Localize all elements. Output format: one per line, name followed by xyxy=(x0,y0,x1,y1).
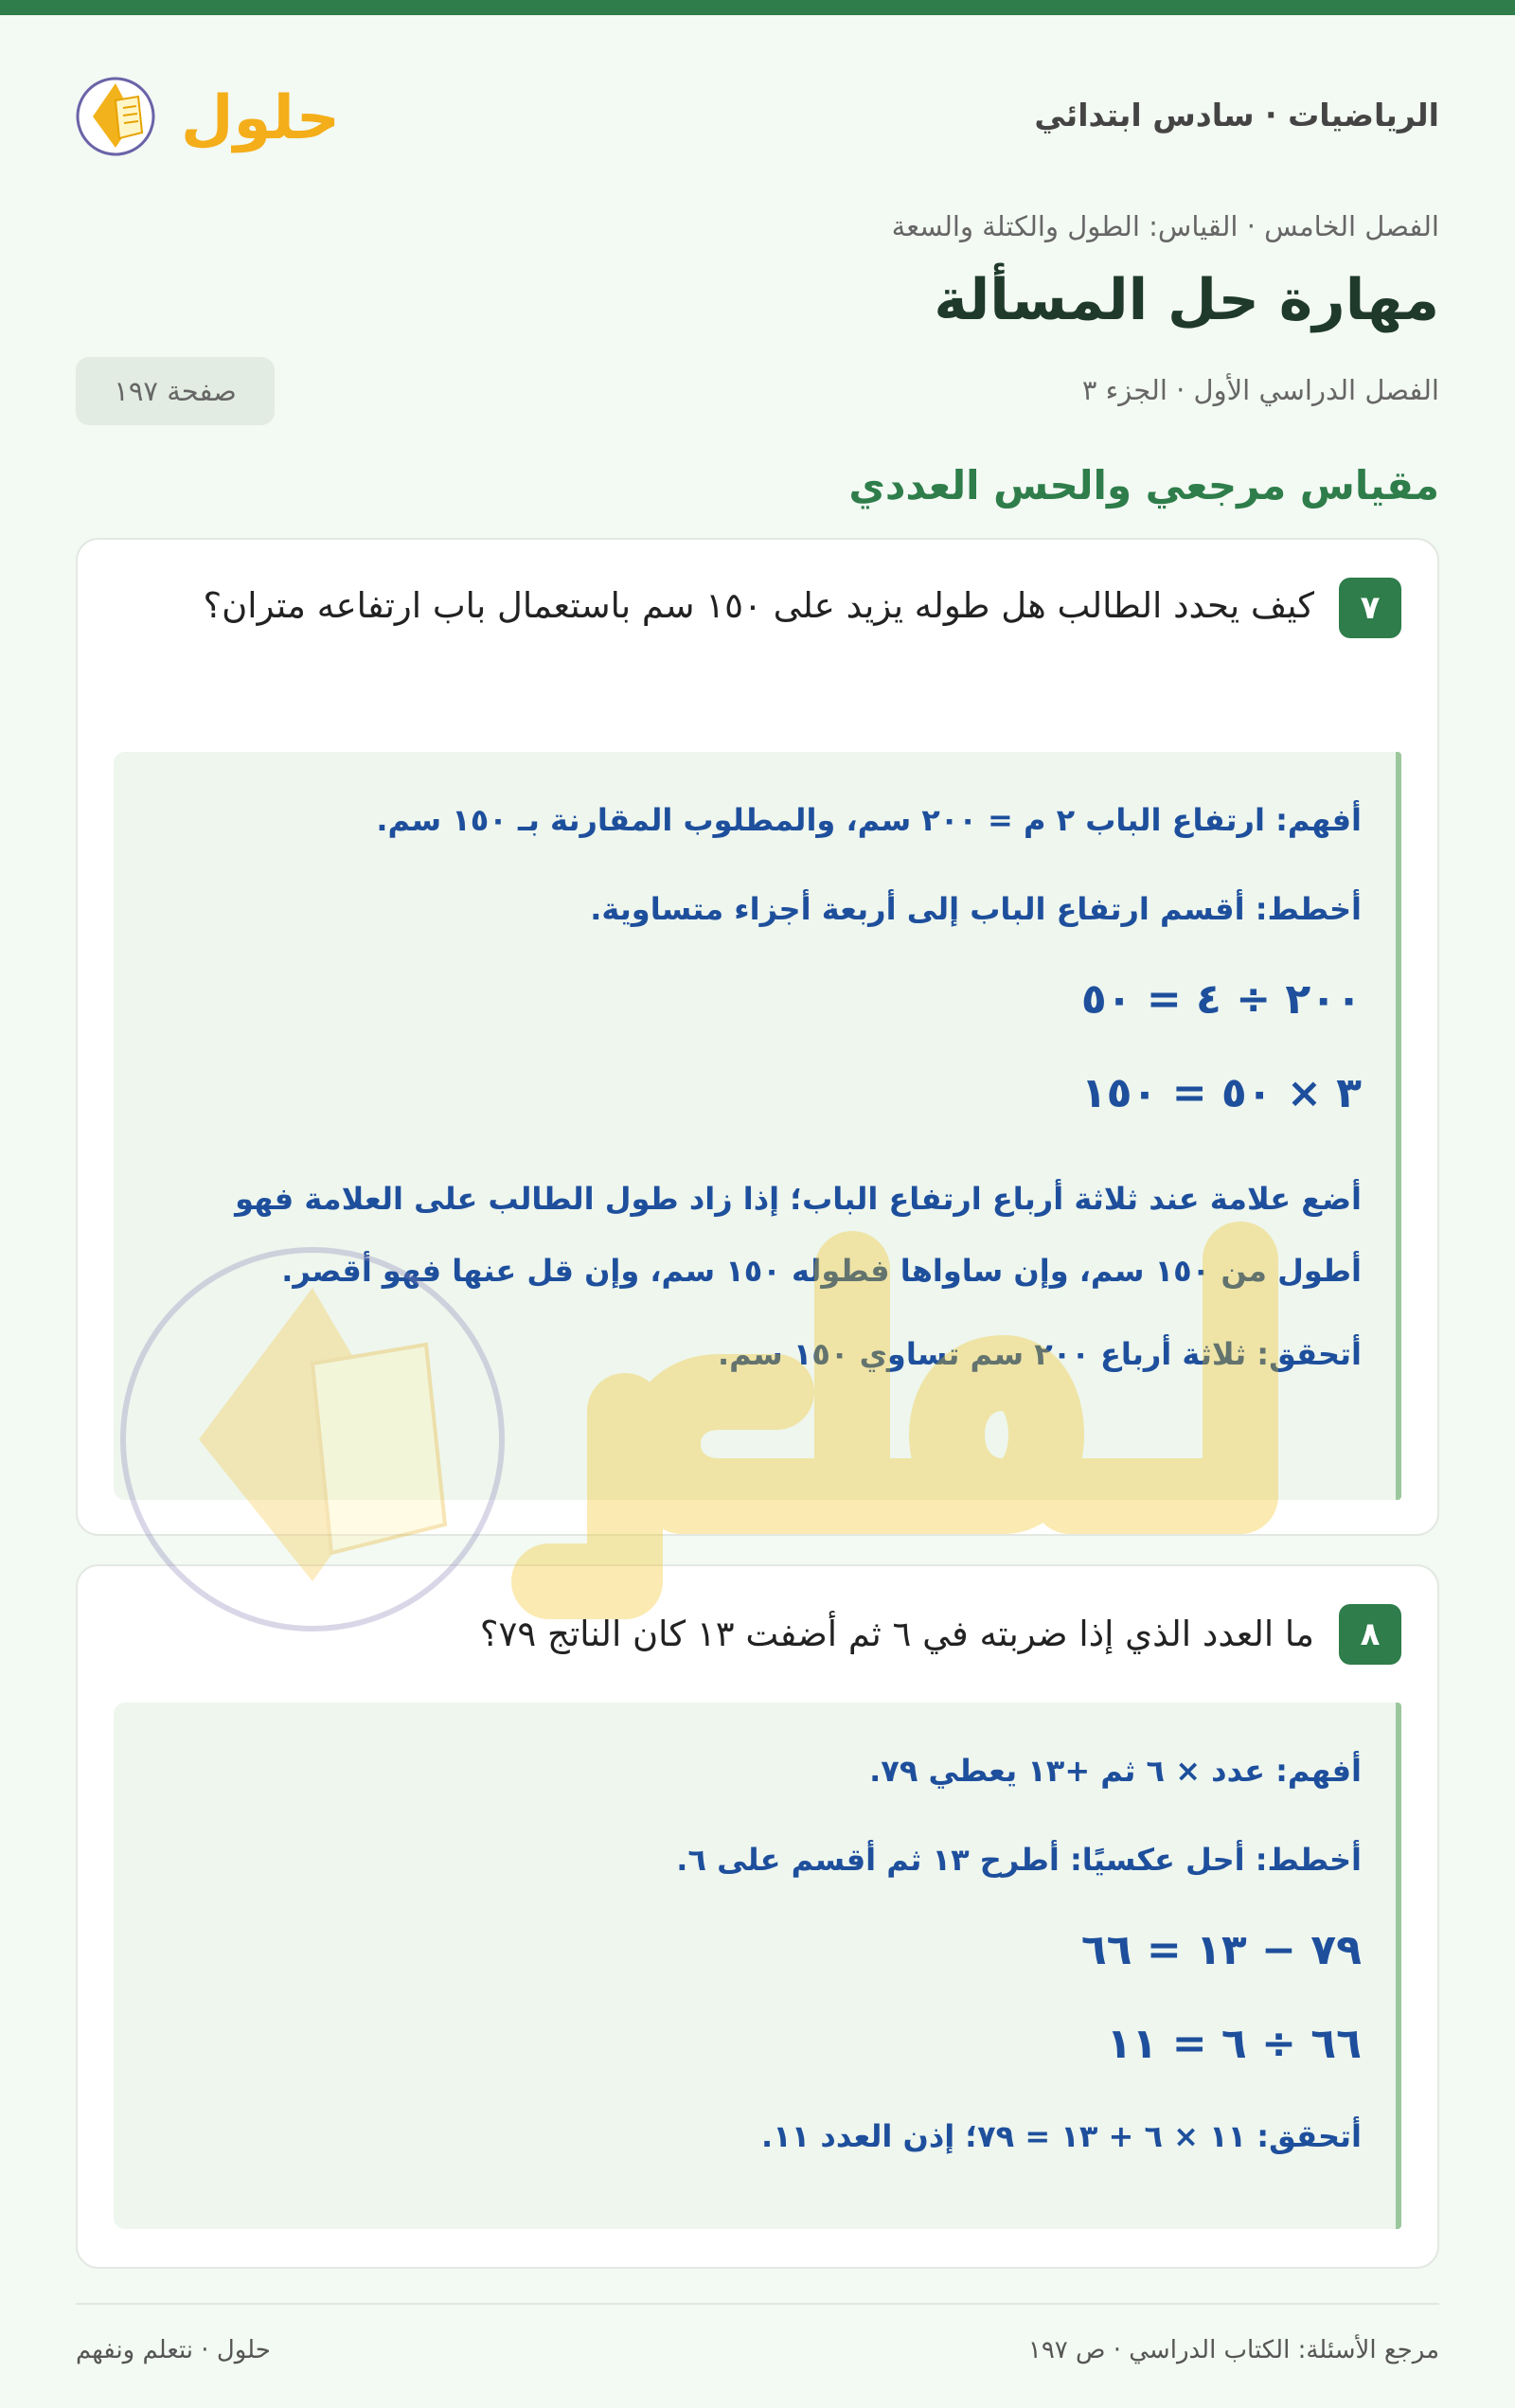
question-card-7 xyxy=(76,538,1439,1536)
solution-equation-2: ٣ × ٥٠ = ١٥٠ xyxy=(1080,1069,1362,1117)
subject-label: الرياضيات · سادس ابتدائي xyxy=(1034,97,1439,134)
page-number-badge: صفحة ١٩٧ xyxy=(76,357,275,425)
footer-divider xyxy=(76,2303,1439,2305)
section-title: مقياس مرجعي والحس العددي xyxy=(848,462,1439,508)
solution-plan: أخطط: أقسم ارتفاع الباب إلى أربعة أجزاء متساوية. xyxy=(590,891,1362,927)
question-number-badge: ٨ xyxy=(1339,1604,1401,1665)
top-accent-bar xyxy=(0,0,1515,15)
term-label: الفصل الدراسي الأول · الجزء ٣ xyxy=(1081,374,1439,406)
page-header xyxy=(76,62,1439,167)
solution-understand: أفهم: ارتفاع الباب ٢ م = ٢٠٠ سم، والمطلوب المقارنة بـ ١٥٠ سم. xyxy=(376,802,1362,838)
question-card-8 xyxy=(76,1564,1439,2269)
solution-box xyxy=(114,752,1401,1500)
question-text: كيف يحدد الطالب هل طوله يزيد على ١٥٠ سم باستعمال باب ارتفاعه متران؟ xyxy=(203,585,1314,626)
solution-check: أتحقق: ١١ × ٦ + ١٣ = ٧٩؛ إذن العدد ١١. xyxy=(761,2118,1362,2154)
solution-box xyxy=(114,1703,1401,2229)
footer-reference: مرجع الأسئلة: الكتاب الدراسي · ص ١٩٧ xyxy=(1027,2336,1439,2364)
breadcrumb: الفصل الخامس · القياس: الطول والكتلة والسعة xyxy=(891,210,1439,242)
solution-plan: أخطط: أحل عكسيًا: أطرح ١٣ ثم أقسم على ٦. xyxy=(676,1842,1362,1878)
logo-text: حلول xyxy=(181,83,340,153)
page-title: مهارة حل المسألة xyxy=(934,267,1439,333)
hulul-logo[interactable] xyxy=(76,62,350,167)
solution-solve: أضع علامة عند ثلاثة أرباع ارتفاع الباب؛ إذا زاد طول الطالب على العلامة فهو أطول من ١٥٠ سم، وإن ساواها فطوله ١٥٠ سم، وإن قل عنها فهو أقصر. xyxy=(235,1181,1362,1289)
question-text: ما العدد الذي إذا ضربته في ٦ ثم أضفت ١٣ كان الناتج ٧٩؟ xyxy=(479,1614,1314,1654)
solution-equation-1: ٢٠٠ ÷ ٤ = ٥٠ xyxy=(1080,975,1362,1024)
question-number-badge: ٧ xyxy=(1339,578,1401,638)
solution-equation-1: ٧٩ − ١٣ = ٦٦ xyxy=(1080,1926,1362,1974)
footer-brand: حلول · نتعلم ونفهم xyxy=(76,2336,271,2364)
solution-equation-2: ٦٦ ÷ ٦ = ١١ xyxy=(1106,2020,1362,2068)
solution-understand: أفهم: عدد × ٦ ثم +١٣ يعطي ٧٩. xyxy=(869,1753,1362,1789)
solution-check: أتحقق: ثلاثة أرباع ٢٠٠ سم تساوي ١٥٠ سم. xyxy=(718,1336,1362,1372)
